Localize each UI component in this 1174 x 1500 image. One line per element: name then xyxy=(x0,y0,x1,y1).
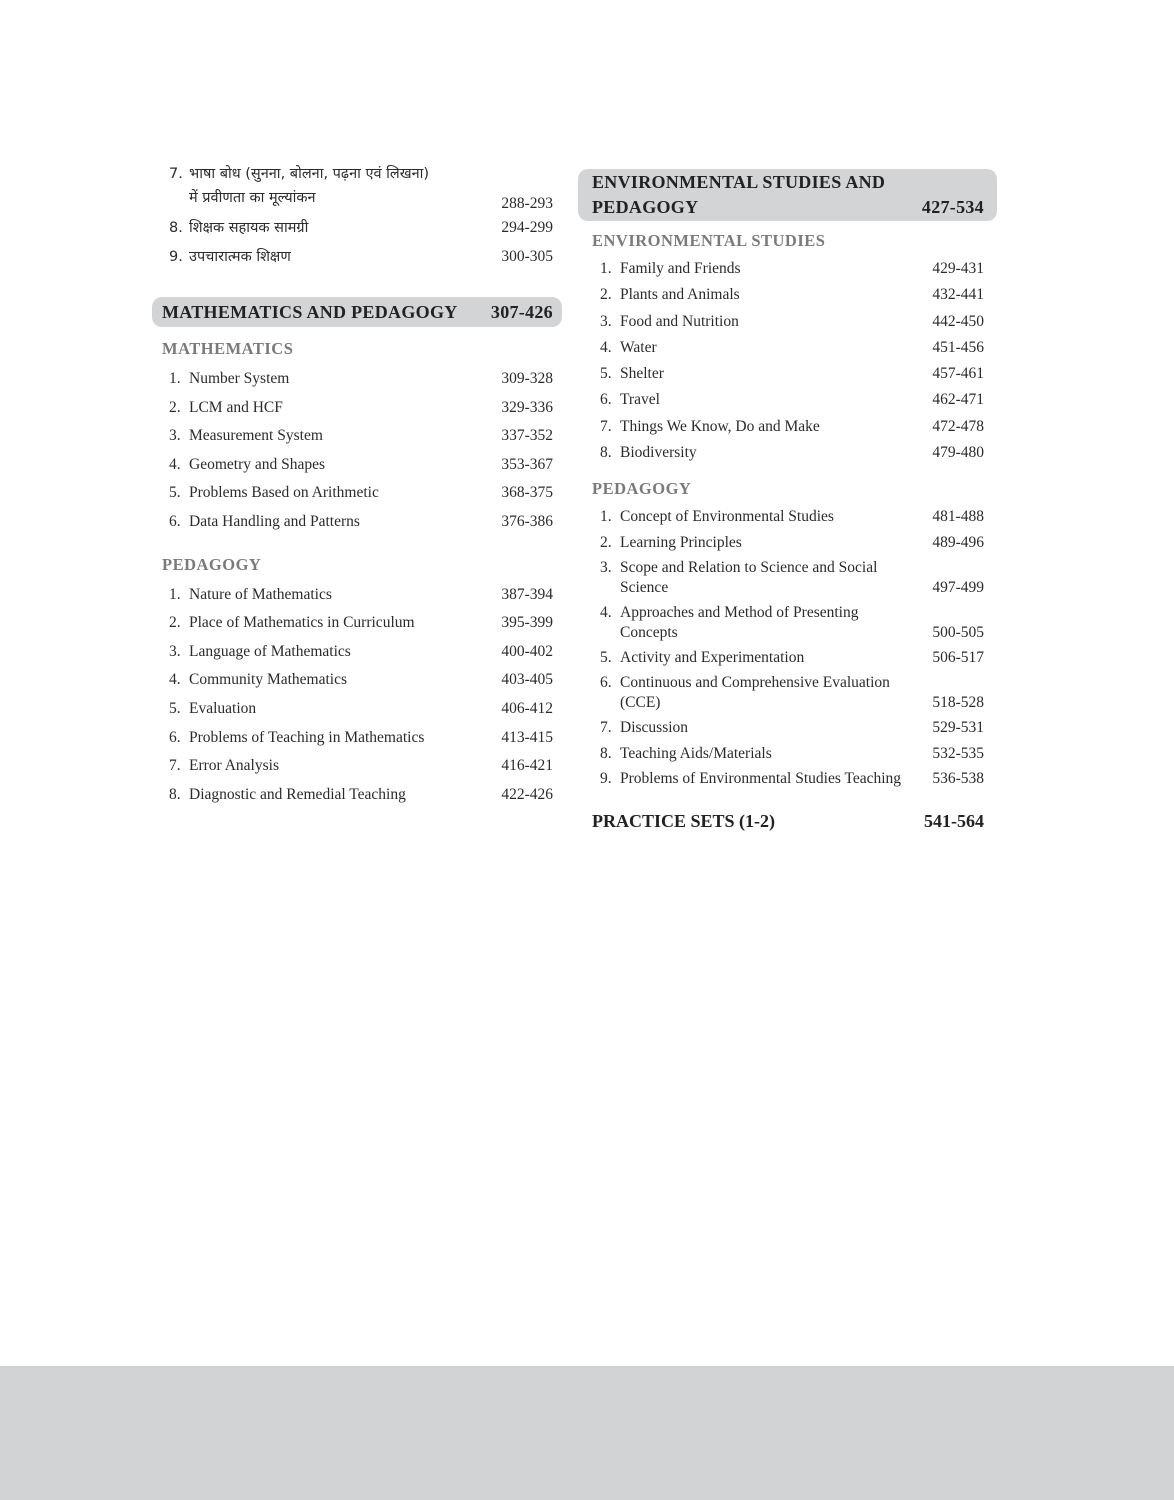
entry-title: Geometry and Shapes xyxy=(189,455,326,473)
entry-number: 4. xyxy=(169,455,181,473)
entry-pages: 294-299 xyxy=(501,219,553,236)
entry-title: Evaluation xyxy=(189,699,257,717)
subheading-pedagogy xyxy=(578,479,997,507)
entry-number: 9. xyxy=(169,249,183,265)
section-title-line1: ENVIRONMENTAL STUDIES AND xyxy=(592,172,886,192)
entry-title: Problems of Teaching in Mathematics xyxy=(189,728,425,746)
toc-entry xyxy=(578,769,997,794)
entry-number: 1. xyxy=(600,260,612,277)
entry-pages: 518-528 xyxy=(932,694,984,712)
entry-number: 5. xyxy=(600,648,612,666)
toc-entry xyxy=(578,648,997,673)
pedagogy-list xyxy=(152,585,562,814)
pedagogy-list xyxy=(578,507,997,794)
entry-pages: 529-531 xyxy=(932,719,984,737)
entry-title: Diagnostic and Remedial Teaching xyxy=(189,785,406,803)
entry-number: 3. xyxy=(600,312,612,330)
entry-number: 6. xyxy=(600,674,612,692)
entry-number: 7. xyxy=(169,757,181,775)
entry-pages: 400-402 xyxy=(501,642,553,660)
subheading-pedagogy xyxy=(152,555,562,585)
toc-entry xyxy=(152,455,562,484)
entry-title: Travel xyxy=(620,391,660,409)
entry-pages: 506-517 xyxy=(932,648,984,666)
entry-title: Biodiversity xyxy=(620,444,697,462)
entry-title: Problems Based on Arithmetic xyxy=(189,484,379,502)
entry-pages: 329-336 xyxy=(501,398,553,416)
toc-entry xyxy=(152,728,562,757)
entry-number: 4. xyxy=(600,603,612,621)
entry-number: 7. xyxy=(600,719,612,737)
environmental-studies-list xyxy=(578,259,997,469)
section-title-line2: PEDAGOGY xyxy=(592,197,699,217)
entry-title: Data Handling and Patterns xyxy=(189,512,360,530)
entry-pages: 413-415 xyxy=(501,728,553,746)
entry-title: शिक्षक सहायक सामग्री xyxy=(189,220,309,236)
entry-pages: 288-293 xyxy=(501,195,553,212)
entry-pages: 395-399 xyxy=(501,614,553,632)
subheading-label: PEDAGOGY xyxy=(592,479,692,499)
section-heading-mathematics xyxy=(152,297,562,327)
entry-pages: 300-305 xyxy=(501,248,553,265)
subheading-environmental-studies xyxy=(578,231,997,259)
entry-pages: 406-412 xyxy=(501,699,553,717)
toc-entry xyxy=(578,443,997,469)
toc-entry xyxy=(578,417,997,443)
entry-number: 7. xyxy=(600,417,612,435)
entry-number: 4. xyxy=(600,338,612,356)
entry-number: 2. xyxy=(600,286,612,304)
entry-title: Learning Principles xyxy=(620,533,742,551)
toc-entry xyxy=(578,718,997,743)
toc-entry xyxy=(578,285,997,311)
entry-number: 5. xyxy=(169,699,181,717)
section-title: MATHEMATICS AND PEDAGOGY xyxy=(162,302,458,322)
section-pages: 427-534 xyxy=(921,197,984,217)
entry-number: 8. xyxy=(600,444,612,462)
entry-pages: 376-386 xyxy=(501,512,553,530)
entry-title: Activity and Experimentation xyxy=(620,648,805,666)
section-heading-environmental xyxy=(578,169,997,221)
entry-title: Concept of Environmental Studies xyxy=(620,508,834,526)
entry-number: 2. xyxy=(600,533,612,551)
entry-title-continued: में प्रवीणता का मूल्यांकन xyxy=(189,190,316,206)
toc-entry xyxy=(578,259,997,285)
entry-title: Nature of Mathematics xyxy=(189,585,332,603)
entry-number: 9. xyxy=(600,769,612,787)
entry-title: Continuous and Comprehensive Evaluation (CCE) xyxy=(620,674,890,712)
entry-number: 2. xyxy=(169,398,181,416)
subheading-label: PEDAGOGY xyxy=(162,554,262,574)
toc-entry xyxy=(152,483,562,512)
entry-number: 1. xyxy=(169,585,181,603)
entry-title: Food and Nutrition xyxy=(620,312,739,330)
entry-number: 8. xyxy=(169,785,181,803)
toc-entry xyxy=(578,338,997,364)
practice-title: PRACTICE SETS (1-2) xyxy=(592,811,776,832)
entry-title: Discussion xyxy=(620,719,689,737)
entry-pages: 479-480 xyxy=(932,444,984,462)
entry-title: Community Mathematics xyxy=(189,671,347,689)
entry-number: 5. xyxy=(600,365,612,383)
left-column xyxy=(152,164,562,813)
entry-pages: 368-375 xyxy=(501,484,553,502)
entry-title: Problems of Environmental Studies Teaching xyxy=(620,769,902,787)
toc-entry xyxy=(152,785,562,814)
entry-title: भाषा बोध (सुनना, बोलना, पढ़ना एवं लिखना) xyxy=(189,166,430,182)
entry-number: 1. xyxy=(169,370,181,387)
entry-number: 1. xyxy=(600,508,612,526)
entry-number: 2. xyxy=(169,614,181,632)
entry-title: Plants and Animals xyxy=(620,286,740,304)
entry-pages: 457-461 xyxy=(932,365,984,383)
right-column xyxy=(578,169,997,834)
section-pages: 307-426 xyxy=(490,302,553,322)
entry-title: Family and Friends xyxy=(620,260,741,277)
entry-pages: 387-394 xyxy=(501,585,553,603)
entry-number: 3. xyxy=(169,642,181,660)
entry-number: 8. xyxy=(169,220,183,236)
toc-entry xyxy=(578,673,997,718)
entry-number: 5. xyxy=(169,484,181,502)
entry-pages: 462-471 xyxy=(932,391,984,409)
entry-pages: 422-426 xyxy=(501,785,553,803)
entry-pages: 500-505 xyxy=(932,623,984,641)
toc-entry xyxy=(152,398,562,427)
entry-title: Measurement System xyxy=(189,427,323,445)
entry-title: Place of Mathematics in Curriculum xyxy=(189,614,415,632)
mathematics-list xyxy=(152,369,562,541)
subheading-mathematics xyxy=(152,339,562,369)
toc-entry xyxy=(152,369,562,398)
entry-pages: 489-496 xyxy=(932,533,984,551)
entry-pages: 416-421 xyxy=(501,757,553,775)
toc-entry xyxy=(152,699,562,728)
toc-entry xyxy=(578,603,997,648)
entry-title: Shelter xyxy=(620,365,664,383)
toc-entry xyxy=(152,585,562,614)
toc-entry xyxy=(578,312,997,338)
toc-entry xyxy=(578,507,997,532)
entry-pages: 451-456 xyxy=(932,338,984,356)
toc-entry xyxy=(152,613,562,642)
entry-title: Scope and Relation to Science and Social Science xyxy=(620,558,878,596)
entry-pages: 532-535 xyxy=(932,744,984,762)
toc-entry xyxy=(152,247,562,297)
toc-entry xyxy=(152,642,562,671)
entry-title: Language of Mathematics xyxy=(189,642,351,660)
toc-entry xyxy=(578,533,997,558)
entry-pages: 536-538 xyxy=(932,769,984,787)
entry-pages: 309-328 xyxy=(501,370,553,387)
entry-pages: 472-478 xyxy=(932,417,984,435)
entry-number: 8. xyxy=(600,744,612,762)
practice-pages: 541-564 xyxy=(924,811,984,832)
toc-entry xyxy=(152,426,562,455)
toc-entry xyxy=(578,390,997,416)
entry-number: 3. xyxy=(600,558,612,576)
toc-entry xyxy=(152,512,562,541)
entry-title: LCM and HCF xyxy=(189,398,283,416)
entry-pages: 497-499 xyxy=(932,578,984,596)
entry-title: Number System xyxy=(189,370,290,387)
practice-sets-heading xyxy=(578,808,997,834)
entry-title: Approaches and Method of Presenting Concepts xyxy=(620,603,859,641)
entry-title: Error Analysis xyxy=(189,757,279,775)
toc-entry xyxy=(152,670,562,699)
toc-entry xyxy=(152,164,562,218)
entry-pages: 337-352 xyxy=(501,427,553,445)
subheading-label: MATHEMATICS xyxy=(162,339,294,358)
entry-number: 6. xyxy=(600,391,612,409)
entry-pages: 481-488 xyxy=(932,508,984,526)
toc-entry xyxy=(578,744,997,769)
entry-pages: 353-367 xyxy=(501,455,553,473)
entry-title: Water xyxy=(620,338,657,356)
entry-pages: 403-405 xyxy=(501,671,553,689)
entry-pages: 442-450 xyxy=(932,312,984,330)
toc-entry xyxy=(152,218,562,247)
toc-entry xyxy=(578,558,997,603)
entry-pages: 432-441 xyxy=(932,286,984,304)
subheading-label: ENVIRONMENTAL STUDIES xyxy=(592,231,826,250)
entry-number: 4. xyxy=(169,671,181,689)
entry-title: Things We Know, Do and Make xyxy=(620,417,820,435)
toc-entry xyxy=(152,756,562,785)
entry-title: उपचारात्मक शिक्षण xyxy=(189,249,291,265)
entry-number: 6. xyxy=(169,728,181,746)
entry-number: 7. xyxy=(169,166,183,182)
toc-entry xyxy=(578,364,997,390)
entry-number: 6. xyxy=(169,512,181,530)
entry-number: 3. xyxy=(169,427,181,445)
footer-band xyxy=(0,1366,1174,1500)
entry-pages: 429-431 xyxy=(932,260,984,277)
entry-title: Teaching Aids/Materials xyxy=(620,744,772,762)
